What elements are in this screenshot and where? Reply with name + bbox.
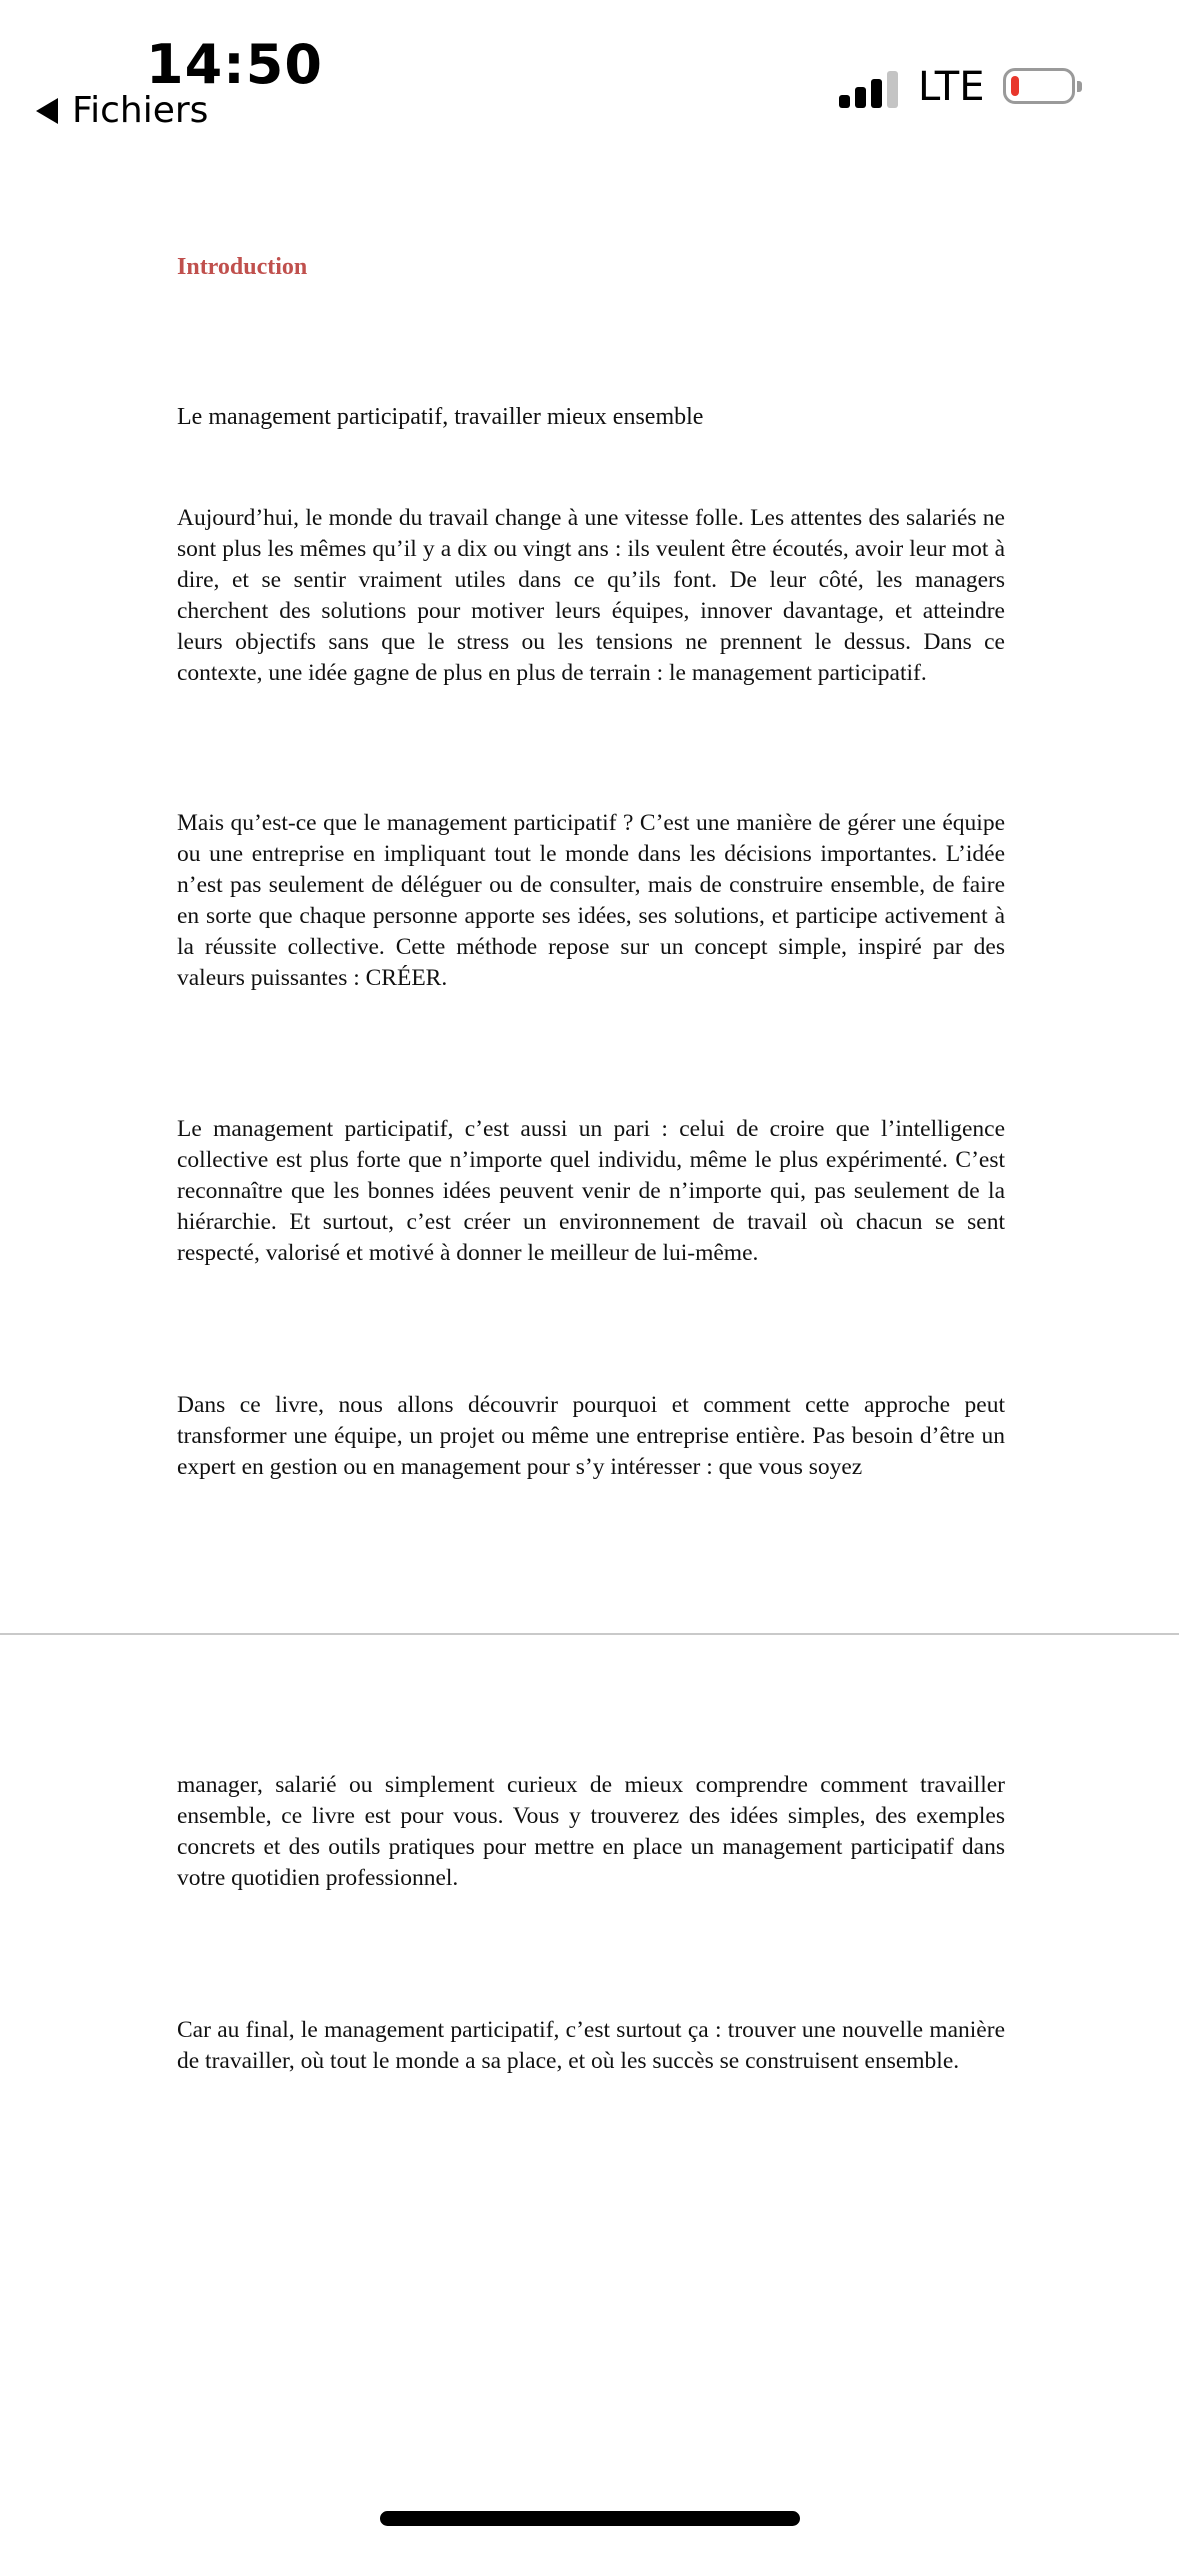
battery-icon — [1003, 68, 1075, 104]
page-break-divider — [0, 1633, 1179, 1635]
back-to-files-button[interactable] — [36, 86, 208, 136]
signal-bar — [839, 95, 850, 108]
document-subtitle: Le management participatif, travailler mieux ensemble — [177, 404, 704, 430]
paragraph-1: Aujourd’hui, le monde du travail change à une vitesse folle. Les attentes des salariés ne sont plus les mêmes qu’il y a dix ou vingt ans : ils veulent être écoutés, avoir leur mot à dire, et se sentir vraiment utiles dans ce qu’ils font. De leur côté, les managers cherchent des solutions pour motiver leurs équipes, innover davantage, et atteindre leurs objectifs sans que le stress ou les tensions ne prennent le dessus. Dans ce contexte, une idée gagne de plus en plus de terrain : le management participatif. — [177, 505, 1005, 686]
paragraph-5: manager, salarié ou simplement curieux de mieux comprendre comment travailler ensemble, ce livre est pour vous. Vous y trouverez des idées simples, des exemples concrets et des outils pratiques pour mettre en place un management participatif dans votre quotidien professionnel. — [177, 1772, 1005, 1891]
paragraph-3: Le management participatif, c’est aussi un pari : celui de croire que l’intelligence collective est plus forte que n’importe quel individu, même le plus expérimenté. C’est reconnaître que les bonnes idées peuvent venir de n’importe qui, pas seulement de la hiérarchie. Et surtout, c’est créer un environnement de travail où chacun se sent respecté, valorisé et motivé à donner le meilleur de lui-même. — [177, 1116, 1005, 1266]
signal-bar — [871, 79, 882, 108]
home-indicator[interactable] — [380, 2511, 800, 2526]
paragraph-2: Mais qu’est-ce que le management participatif ? C’est une manière de gérer une équipe ou une entreprise en impliquant tout le monde dans les décisions importantes. L’idée n’est pas seulement de déléguer ou de consulter, mais de construire ensemble, de faire en sorte que chaque personne apporte ses idées, ses solutions, et participe activement à la réussite collective. Cette méthode repose sur un concept simple, inspiré par des valeurs puissantes : CRÉER. — [177, 810, 1005, 991]
back-triangle-icon — [36, 98, 58, 124]
paragraph-4: Dans ce livre, nous allons découvrir pourquoi et comment cette approche peut transformer une équipe, un projet ou même une entreprise entière. Pas besoin d’être un expert en gestion ou en management pour s’y intéresser : que vous soyez — [177, 1392, 1005, 1480]
status-time: 14:50 — [146, 33, 323, 96]
signal-bar — [855, 87, 866, 108]
battery-level — [1011, 76, 1019, 96]
back-label: Fichiers — [72, 90, 209, 131]
battery-nub — [1077, 81, 1082, 92]
network-type: LTE — [918, 64, 985, 110]
signal-icon — [839, 70, 899, 108]
signal-bar — [887, 71, 898, 108]
section-heading: Introduction — [177, 254, 308, 280]
paragraph-6: Car au final, le management participatif, c’est surtout ça : trouver une nouvelle manière de travailler, où tout le monde a sa place, et où les succès se construisent ensemble. — [177, 2017, 1005, 2074]
